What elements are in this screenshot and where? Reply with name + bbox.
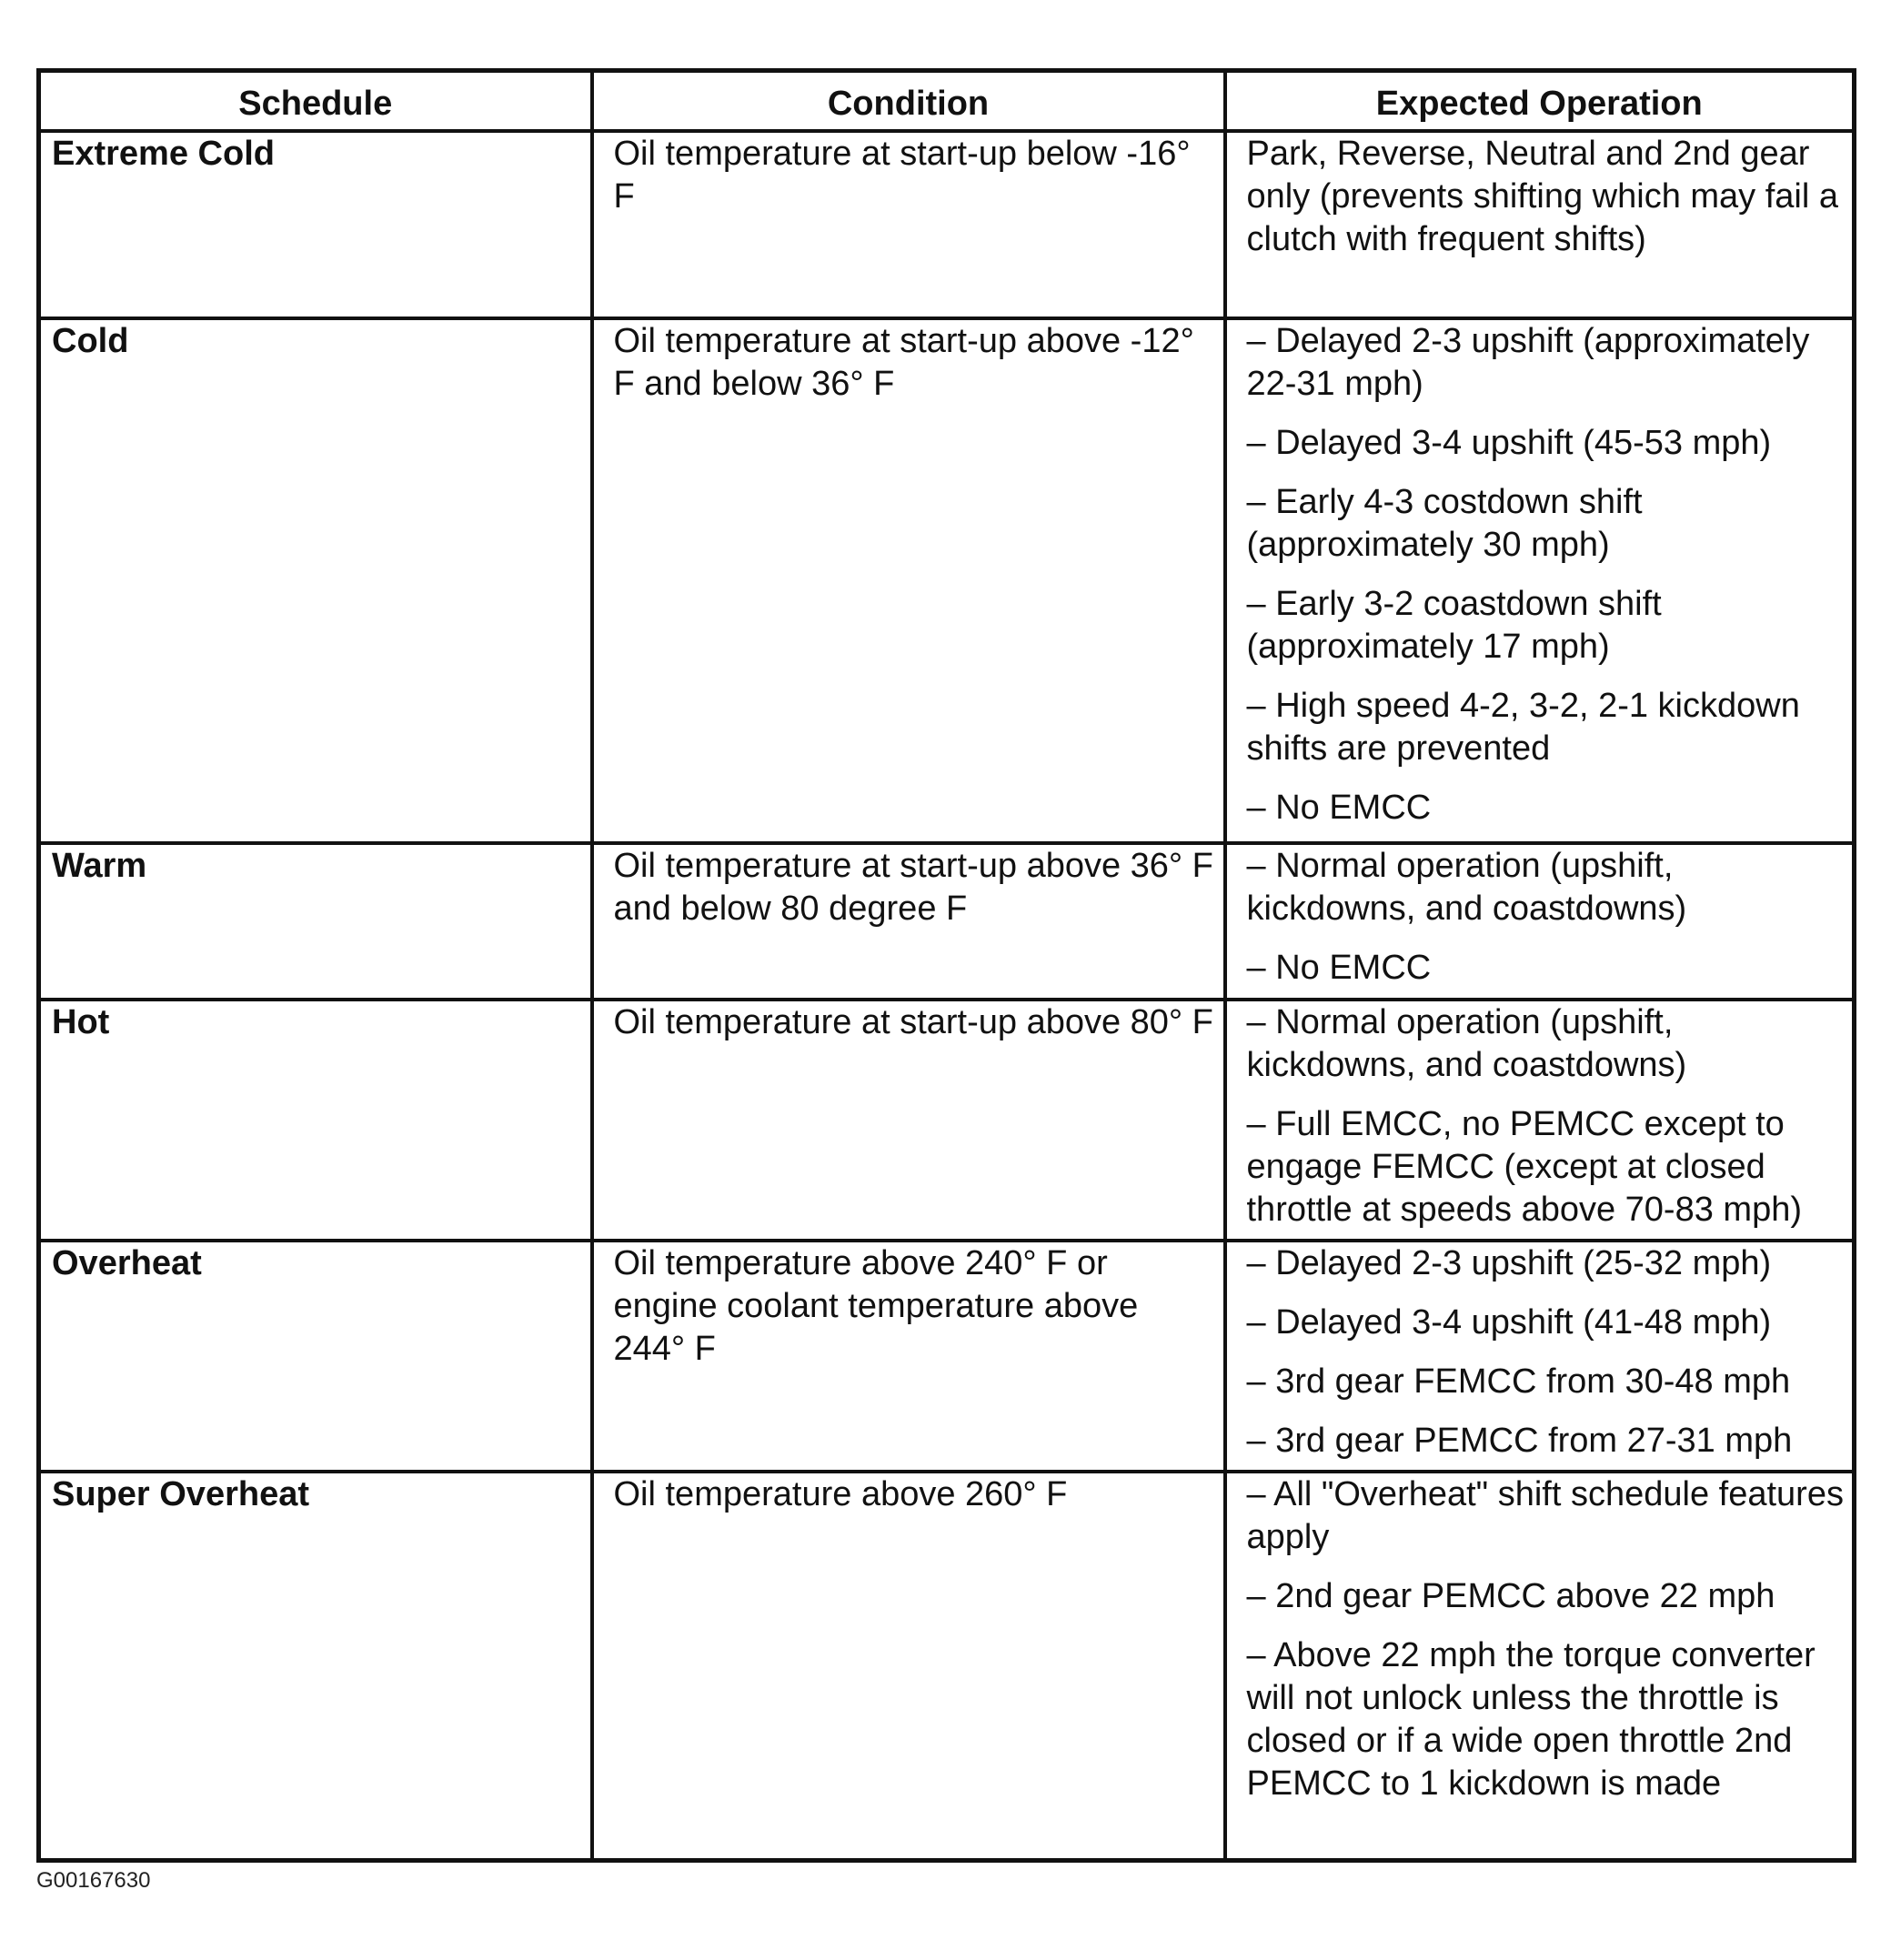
- operation-cell: [1225, 1472, 1855, 1860]
- operation-item: – Early 4-3 costdown shift (approximately 30 mph): [1246, 483, 1643, 564]
- operation-item: – Full EMCC, no PEMCC except to engage FEMCC (except at closed throttle at speeds above 70-83 mph): [1246, 1105, 1802, 1229]
- condition-cell: Oil temperature at start-up above 36° F and below 80 degree F: [592, 843, 1225, 1000]
- schedule-cell: Hot: [39, 1000, 592, 1241]
- table-row: [39, 1000, 1855, 1241]
- operation-item: – 3rd gear PEMCC from 27-31 mph: [1246, 1422, 1793, 1460]
- operation-cell: [1225, 1241, 1855, 1472]
- operation-item: – 3rd gear FEMCC from 30-48 mph: [1246, 1362, 1791, 1401]
- operation-item: – Normal operation (upshift, kickdowns, and coastdowns): [1246, 847, 1687, 928]
- schedule-cell: Extreme Cold: [39, 131, 592, 318]
- table-row: [39, 318, 1855, 843]
- operation-cell: [1225, 843, 1855, 1000]
- schedule-cell: Cold: [39, 318, 592, 843]
- operation-item: – Delayed 3-4 upshift (45-53 mph): [1246, 424, 1772, 462]
- figure-id: G00167630: [36, 1868, 151, 1893]
- operation-cell: [1225, 131, 1855, 318]
- header-schedule: Schedule: [39, 71, 592, 132]
- operation-item: Park, Reverse, Neutral and 2nd gear only (prevents shifting which may fail a clutch with frequent shifts): [1246, 135, 1839, 258]
- schedule-cell: Overheat: [39, 1241, 592, 1472]
- operation-item: – Delayed 2-3 upshift (approximately 22-31 mph): [1246, 322, 1810, 403]
- condition-cell: Oil temperature above 240° F or engine coolant temperature above 244° F: [592, 1241, 1225, 1472]
- header-condition: Condition: [592, 71, 1225, 132]
- operation-item: – Delayed 2-3 upshift (25-32 mph): [1246, 1244, 1772, 1282]
- operation-item: – Early 3-2 coastdown shift (approximately 17 mph): [1246, 585, 1662, 666]
- schedule-cell: Warm: [39, 843, 592, 1000]
- operation-item: – 2nd gear PEMCC above 22 mph: [1246, 1577, 1775, 1615]
- operation-item: – Above 22 mph the torque converter will not unlock unless the throttle is closed or if a wide open throttle 2nd PEMCC to 1 kickdown is made: [1246, 1636, 1816, 1803]
- table-header-row: [39, 71, 1855, 132]
- condition-cell: Oil temperature at start-up below -16° F: [592, 131, 1225, 318]
- operation-cell: [1225, 1000, 1855, 1241]
- operation-item: – All "Overheat" shift schedule features apply: [1246, 1475, 1844, 1556]
- header-expected-operation: Expected Operation: [1225, 71, 1855, 132]
- condition-cell: Oil temperature at start-up above -12° F and below 36° F: [592, 318, 1225, 843]
- table-row: [39, 843, 1855, 1000]
- shift-schedule-table: [36, 68, 1856, 1863]
- schedule-cell: Super Overheat: [39, 1472, 592, 1860]
- condition-cell: Oil temperature above 260° F: [592, 1472, 1225, 1860]
- table-row: [39, 131, 1855, 318]
- operation-item: – Delayed 3-4 upshift (41-48 mph): [1246, 1303, 1772, 1342]
- operation-item: – No EMCC: [1246, 789, 1432, 827]
- table-row: [39, 1241, 1855, 1472]
- operation-item: – Normal operation (upshift, kickdowns, and coastdowns): [1246, 1003, 1687, 1084]
- operation-item: – No EMCC: [1246, 949, 1432, 987]
- operation-cell: [1225, 318, 1855, 843]
- condition-cell: Oil temperature at start-up above 80° F: [592, 1000, 1225, 1241]
- table-row: [39, 1472, 1855, 1860]
- operation-item: – High speed 4-2, 3-2, 2-1 kickdown shifts are prevented: [1246, 687, 1800, 768]
